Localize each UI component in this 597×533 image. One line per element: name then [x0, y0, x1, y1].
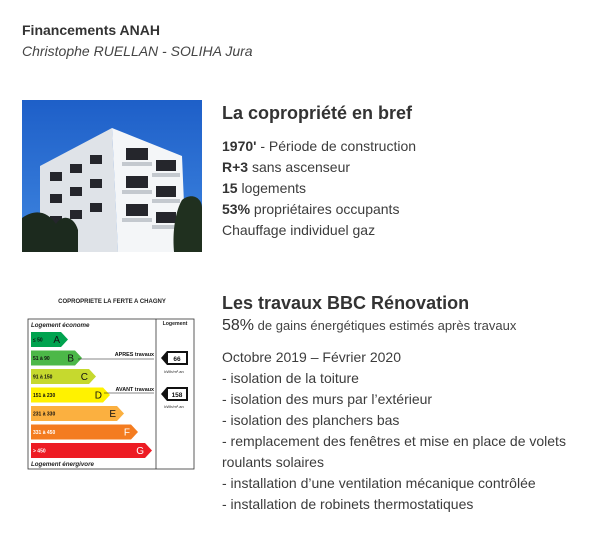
dpe-caption: COPROPRIETE LA FERTE A CHAGNY — [58, 299, 166, 305]
dpe-class-letter: E — [109, 409, 116, 420]
works-item: - isolation de la toiture — [222, 370, 359, 386]
section-title-travaux: Les travaux BBC Rénovation — [222, 293, 470, 313]
dpe-range-label: ≤ 50 — [33, 337, 43, 344]
dpe-class-letter: D — [94, 390, 102, 402]
page-title: Financements ANAH — [22, 22, 160, 38]
works-item: - isolation des murs par l’extérieur — [222, 391, 433, 407]
works-list — [222, 347, 582, 515]
section-title-copropriete: La copropriété en bref — [222, 103, 413, 123]
works-item: - isolation des planchers bas — [222, 412, 400, 428]
dpe-class-letter: A — [53, 335, 60, 346]
building-photo — [22, 100, 202, 252]
dpe-class-letter: F — [123, 427, 130, 439]
dpe-bar-g — [31, 443, 152, 458]
fact-units: 15 logements — [222, 180, 307, 196]
dpe-before-label: AVANT travaux — [115, 387, 154, 393]
dpe-before-unit: kWh/m².an — [164, 404, 184, 409]
dpe-top-label: Logement économe — [31, 322, 90, 329]
dpe-range-label: 231 à 330 — [33, 411, 56, 418]
dpe-class-letter: G — [136, 446, 144, 457]
dpe-column-header: Logement — [162, 321, 188, 327]
dpe-after-unit: kWh/m².an — [164, 369, 184, 374]
dpe-bottom-label: Logement énergivore — [31, 461, 94, 468]
dpe-before-value: 158 — [171, 392, 183, 399]
dpe-class-letter: B — [67, 353, 74, 365]
dpe-range-label: 331 à 450 — [33, 430, 56, 436]
works-item: - remplacement des fenêtres et mise en place de volets roulants solaires — [222, 433, 566, 470]
dpe-class-letter: C — [80, 372, 88, 383]
dpe-energy-label — [22, 292, 202, 478]
gain-percent: 58% — [222, 317, 255, 334]
author-line: Christophe RUELLAN - SOLIHA Jura — [22, 43, 253, 59]
dpe-range-label: 51 à 90 — [33, 356, 50, 362]
works-period: Octobre 2019 – Février 2020 — [222, 349, 401, 365]
fact-floors: R+3 sans ascenseur — [222, 159, 351, 175]
fact-owners: 53% propriétaires occupants — [222, 201, 400, 217]
gain-text: de gains énergétiques estimés après travaux — [254, 318, 517, 333]
dpe-range-label: 91 à 150 — [33, 374, 53, 381]
energy-gain — [222, 317, 516, 335]
dpe-after-value: 66 — [173, 356, 181, 363]
works-item: - installation d’une ventilation mécanique contrôlée — [222, 475, 536, 491]
works-item: - installation de robinets thermostatiques — [222, 496, 474, 512]
dpe-range-label: > 450 — [33, 448, 46, 455]
dpe-after-label: APRES travaux — [114, 352, 154, 358]
facts-list — [222, 136, 416, 241]
fact-construction: 1970' - Période de construction — [222, 138, 417, 154]
dpe-range-label: 151 à 230 — [33, 393, 56, 399]
fact-heating: Chauffage individuel gaz — [222, 222, 376, 238]
